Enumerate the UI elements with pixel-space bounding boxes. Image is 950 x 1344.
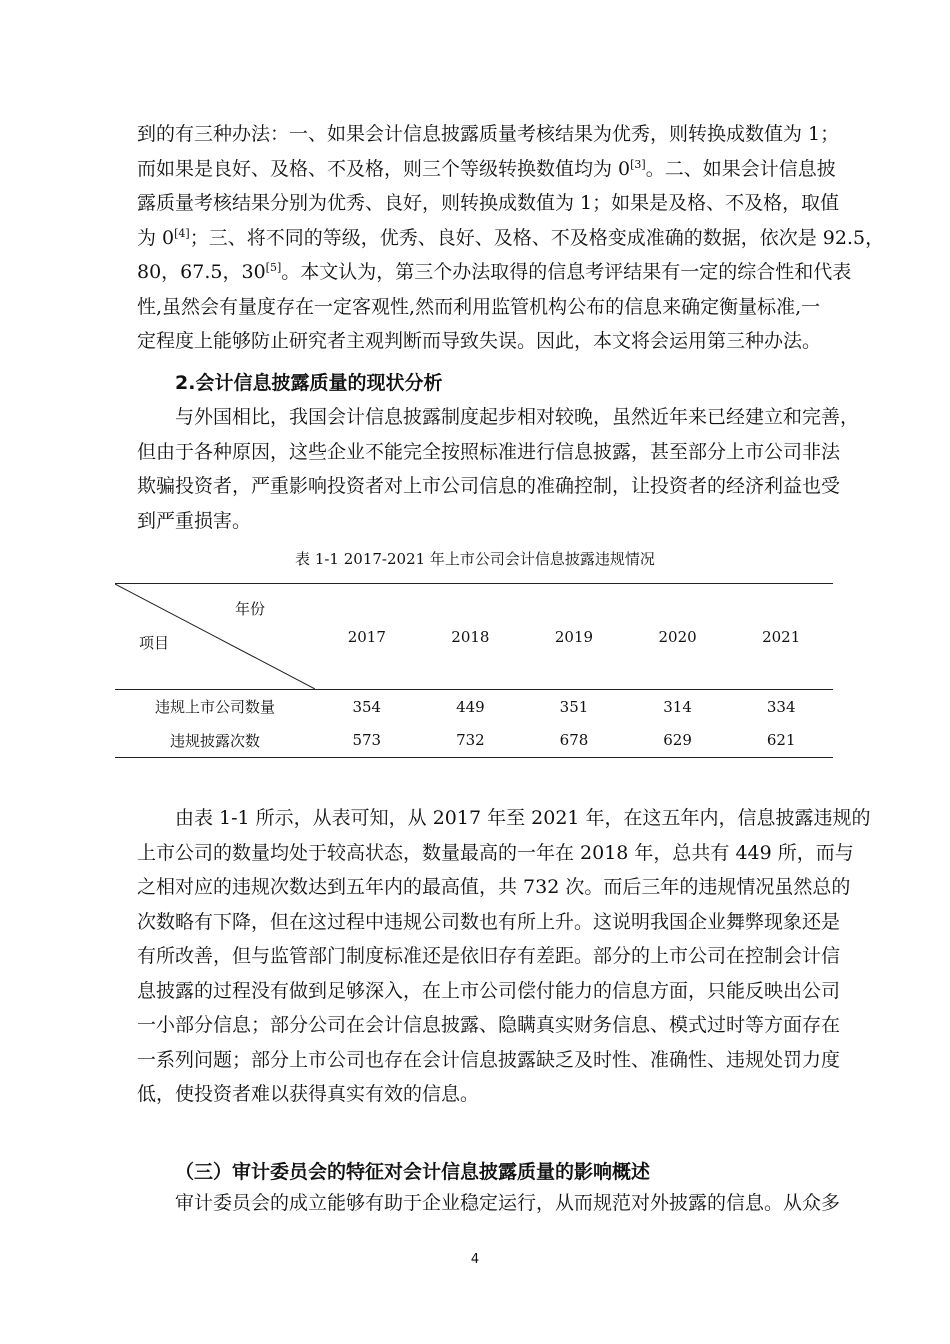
citation-4: [4] <box>174 226 190 240</box>
text-line: 与外国相比，我国会计信息披露制度起步相对较晚，虽然近年来已经建立和完善， <box>175 406 860 428</box>
table-caption: 表 1-1 2017-2021 年上市公司会计信息披露违规情况 <box>295 550 655 568</box>
table-cell: 629 <box>626 724 730 758</box>
citation-5: [5] <box>265 261 282 274</box>
year-header: 2019 <box>522 584 626 690</box>
section-heading: （三）审计委员会的特征对会计信息披露质量的影响概述 <box>175 1161 651 1183</box>
table-cell: 678 <box>522 724 626 758</box>
diagonal-header-cell <box>115 584 315 690</box>
text-line: 低，使投资者难以获得真实有效的信息。 <box>137 1083 480 1105</box>
text-line: 为 0[4]；三、将不同的等级，优秀、良好、及格、不及格变成准确的数据，依次是 92.5， <box>137 226 885 249</box>
year-header: 2021 <box>729 584 833 690</box>
text-line: 定程度上能够防止研究者主观判断而导致失误。因此，本文将会运用第三种办法。 <box>137 330 822 352</box>
paragraph-audit-committee <box>137 1186 841 1221</box>
text-line: 而如果是良好、及格、不及格，则三个等级转换数值均为 0[3]。二、如果会计信息披 <box>137 157 836 180</box>
text-line: 一系列问题；部分上市公司也存在会计信息披露缺乏及时性、准确性、违规处罚力度 <box>137 1048 841 1071</box>
table-cell: 314 <box>663 697 692 716</box>
table-header-row <box>115 584 833 690</box>
text-line: 露质量考核结果分别为优秀、良好，则转换成数值为 1；如果是及格、不及格，取值 <box>137 192 840 214</box>
text-line: 次数略有下降，但在这过程中违规公司数也有所上升。这说明我国企业舞弊现象还是 <box>137 910 841 933</box>
section-heading: 2.会计信息披露质量的现状分析 <box>175 372 443 394</box>
text-line: 到的有三种办法：一、如果会计信息披露质量考核结果为优秀，则转换成数值为 1； <box>137 123 840 145</box>
table-cell: 573 <box>315 724 419 758</box>
table-cell: 449 <box>456 697 485 716</box>
table-cell: 621 <box>729 724 833 758</box>
text-line: 之相对应的违规次数达到五年内的最高值，共 732 次。而后三年的违规情况虽然总的 <box>137 876 851 898</box>
year-header: 2017 <box>315 584 419 690</box>
table-row <box>115 724 833 758</box>
paragraph-grading-methods <box>137 117 885 359</box>
paragraph-status-analysis <box>137 400 860 538</box>
text-line: 性,虽然会有量度存在一定客观性,然而利用监管机构公布的信息来确定衡量标准,一 <box>137 295 821 318</box>
table-row <box>115 690 833 724</box>
text-line: 欺骗投资者，严重影响投资者对上市公司信息的准确控制，让投资者的经济利益也受 <box>137 475 841 497</box>
page-number: 4 <box>470 1252 480 1267</box>
table-cell: 351 <box>559 697 589 716</box>
citation-3: [3] <box>630 157 646 171</box>
text-line: 有所改善，但与监管部门制度标准还是依旧存有差距。部分的上市公司在控制会计信 <box>137 945 841 967</box>
row-label: 违规上市公司数量 <box>154 698 275 717</box>
violations-table <box>115 583 833 758</box>
year-header: 2018 <box>419 584 523 690</box>
row-label: 违规披露次数 <box>115 724 315 758</box>
header-item-label: 项目 <box>139 634 170 652</box>
text-line: 审计委员会的成立能够有助于企业稳定运行，从而规范对外披露的信息。从众多 <box>175 1192 841 1214</box>
text-line: 一小部分信息；部分公司在会计信息披露、隐瞒真实财务信息、模式过时等方面存在 <box>137 1014 841 1036</box>
year-header: 2020 <box>626 584 730 690</box>
header-year-label: 年份 <box>235 600 266 618</box>
table-cell: 732 <box>419 724 523 758</box>
paragraph-table-analysis <box>137 801 871 1112</box>
table-cell: 334 <box>766 697 796 716</box>
text-line: 上市公司的数量均处于较高状态，数量最高的一年在 2018 年，总共有 449 所，而与 <box>137 841 854 864</box>
table-cell: 354 <box>352 697 382 716</box>
text-line: 由表 1-1 所示，从表可知，从 2017 年至 2021 年，在这五年内，信息披露违规的 <box>175 807 871 829</box>
text-line: 到严重损害。 <box>137 509 252 532</box>
text-line: 息披露的过程没有做到足够深入，在上市公司偿付能力的信息方面，只能反映出公司 <box>137 979 841 1002</box>
text-line: 80，67.5，30[5]。本文认为，第三个办法取得的信息考评结果有一定的综合性和代表 <box>137 261 852 283</box>
text-line: 但由于各种原因，这些企业不能完全按照标准进行信息披露，甚至部分上市公司非法 <box>137 440 841 463</box>
